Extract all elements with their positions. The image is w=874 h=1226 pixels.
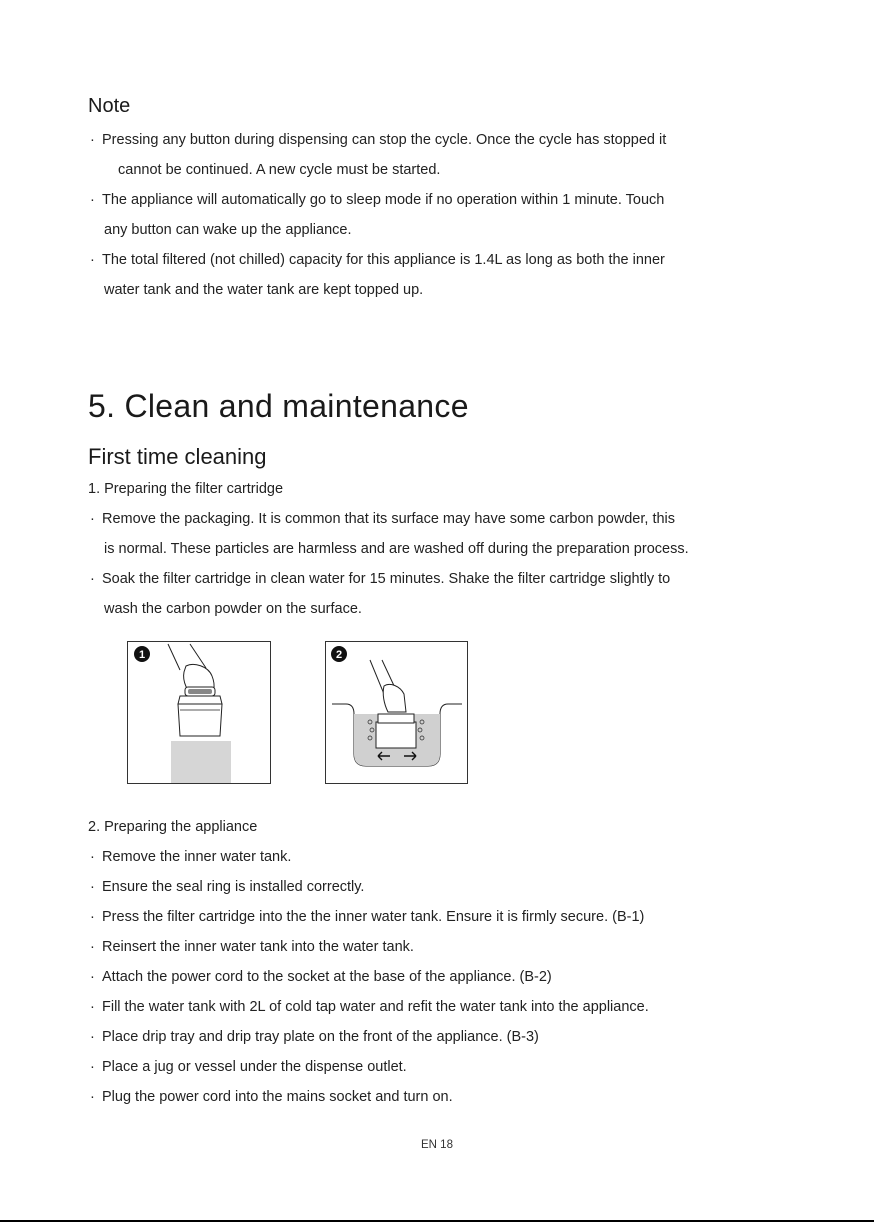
note-item-2-line-1: The appliance will automatically go to sleep mode if no operation within 1 minute. Touch xyxy=(102,192,665,208)
bullet: · xyxy=(90,849,95,865)
bullet: · xyxy=(90,939,95,955)
cartridge-illustration xyxy=(128,642,270,783)
step-badge-2-label: 2 xyxy=(335,649,343,661)
section-title: 5. Clean and maintenance xyxy=(88,388,469,424)
bullet: · xyxy=(90,999,95,1015)
page-number: EN 18 xyxy=(421,1139,453,1151)
soak-illustration xyxy=(326,642,467,783)
bullet: · xyxy=(90,1089,95,1105)
step-1-item-1-line-2: is normal. These particles are harmless and are washed off during the preparation process. xyxy=(104,541,689,557)
note-title: Note xyxy=(88,95,131,117)
step-2-item-1: Remove the inner water tank. xyxy=(102,849,292,865)
bullet: · xyxy=(90,969,95,985)
step-2-item-4: Reinsert the inner water tank into the water tank. xyxy=(102,939,414,955)
figure-soak-cartridge xyxy=(325,641,468,784)
step-2-item-5: Attach the power cord to the socket at the base of the appliance. (B-2) xyxy=(102,969,552,985)
bullet: · xyxy=(90,511,95,527)
step-2-item-9: Plug the power cord into the mains socket and turn on. xyxy=(102,1089,453,1105)
step-1-item-2-line-1: Soak the filter cartridge in clean water for 15 minutes. Shake the filter cartridge slightly to xyxy=(102,571,671,587)
step-1-heading: 1. Preparing the filter cartridge xyxy=(88,481,284,497)
page-bottom-rule xyxy=(0,1220,874,1222)
stand-block xyxy=(171,741,231,783)
step-2-item-3: Press the filter cartridge into the the inner water tank. Ensure it is firmly secure. (B-1) xyxy=(102,909,645,925)
step-2-item-2: Ensure the seal ring is installed correctly. xyxy=(102,879,365,895)
note-item-3-line-2: water tank and the water tank are kept topped up. xyxy=(104,282,424,298)
step-2-heading: 2. Preparing the appliance xyxy=(88,819,258,835)
step-1-item-1-line-1: Remove the packaging. It is common that its surface may have some carbon powder, this xyxy=(102,511,676,527)
bullet: · xyxy=(90,879,95,895)
bullet: · xyxy=(90,1059,95,1075)
step-badge-1-label: 1 xyxy=(138,649,146,661)
step-2-item-6: Fill the water tank with 2L of cold tap water and refit the water tank into the appliance. xyxy=(102,999,649,1015)
note-item-3-line-1: The total filtered (not chilled) capacity for this appliance is 1.4L as long as both the inner xyxy=(102,252,665,268)
bullet: · xyxy=(90,252,95,268)
bullet: · xyxy=(90,571,95,587)
step-2-item-7: Place drip tray and drip tray plate on the front of the appliance. (B-3) xyxy=(102,1029,539,1045)
note-item-1-line-1: Pressing any button during dispensing can stop the cycle. Once the cycle has stopped it xyxy=(102,132,667,148)
subsection-title: First time cleaning xyxy=(88,444,267,469)
note-item-2-line-2: any button can wake up the appliance. xyxy=(104,222,352,238)
step-2-item-8: Place a jug or vessel under the dispense outlet. xyxy=(102,1059,407,1075)
step-1-item-2-line-2: wash the carbon powder on the surface. xyxy=(104,601,362,617)
figure-remove-packaging xyxy=(127,641,271,784)
bullet: · xyxy=(90,192,95,208)
note-item-1-line-2: cannot be continued. A new cycle must be started. xyxy=(118,162,441,178)
bullet: · xyxy=(90,132,95,148)
bullet: · xyxy=(90,1029,95,1045)
bullet: · xyxy=(90,909,95,925)
